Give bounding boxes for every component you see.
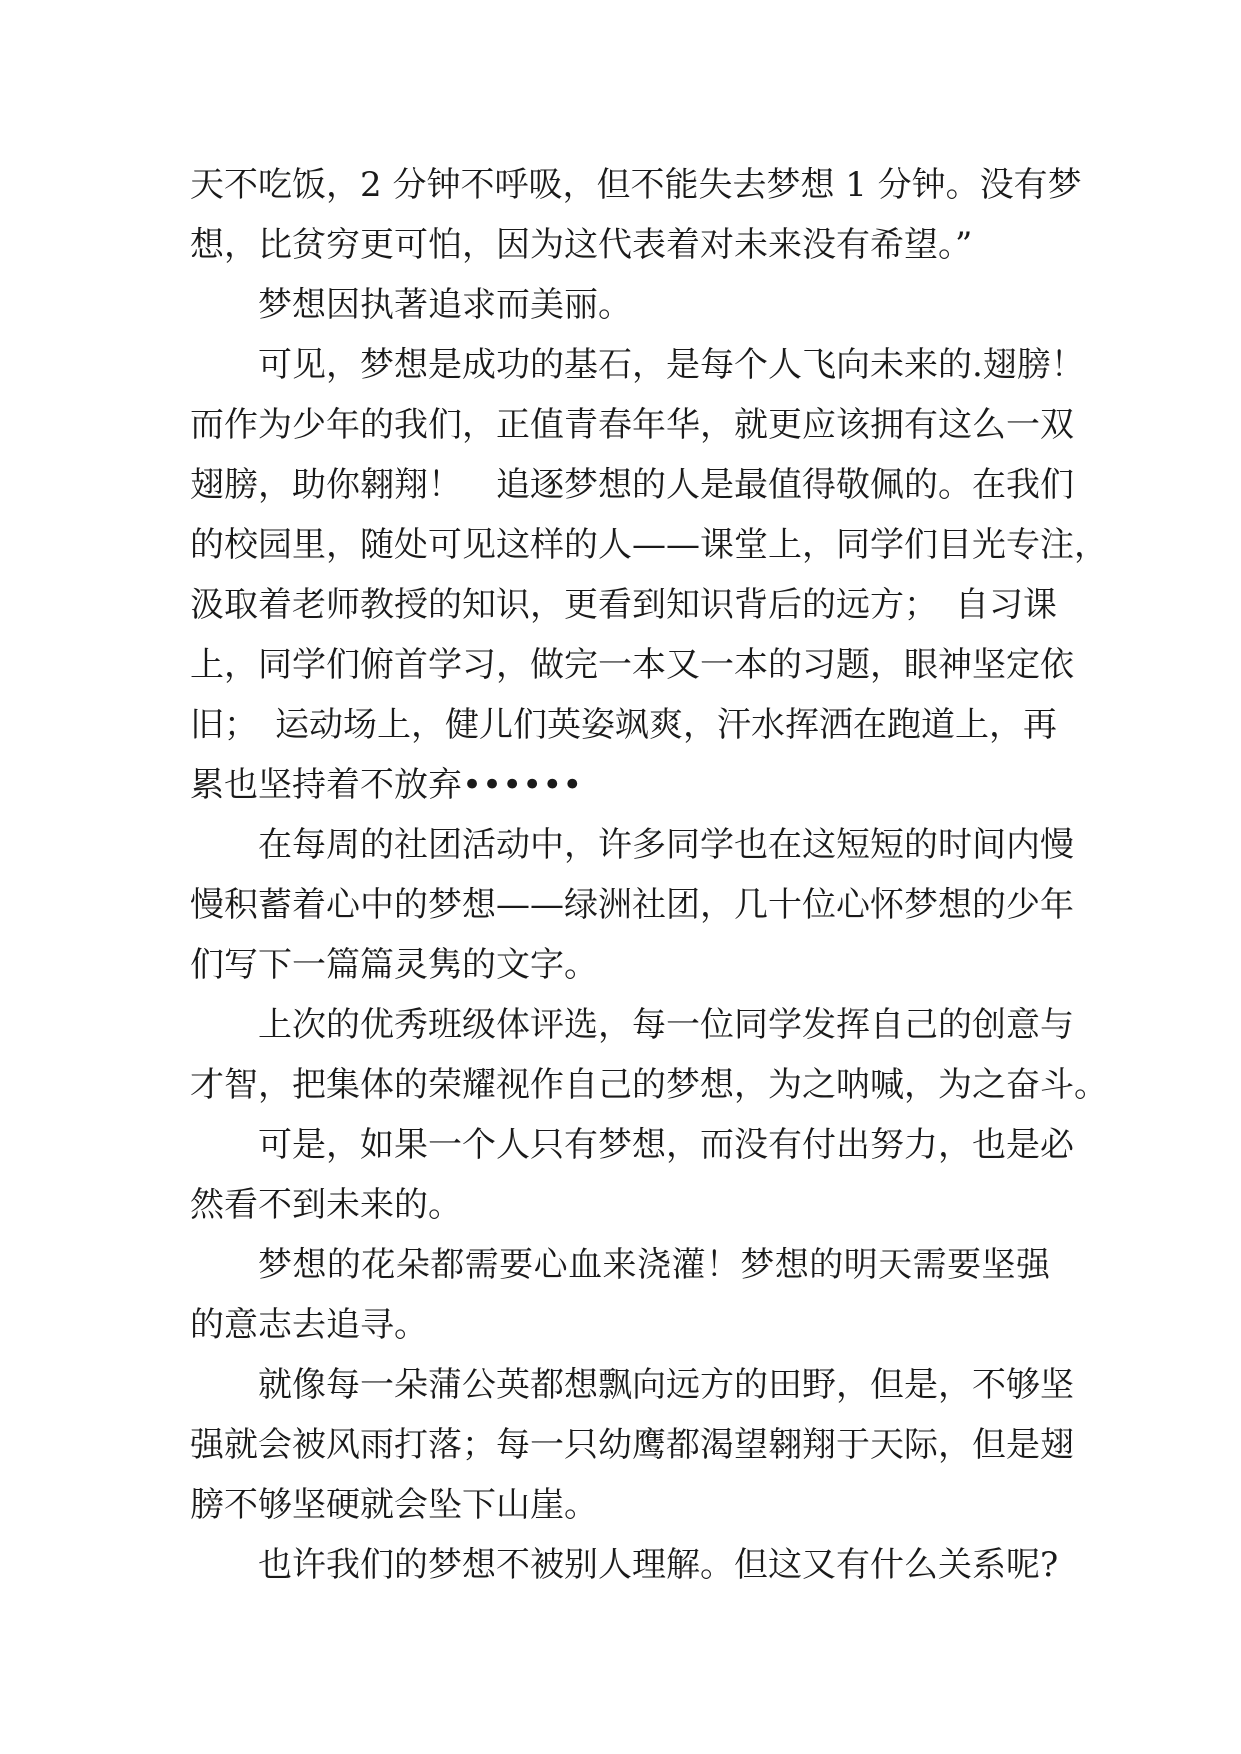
text-line: 可见，梦想是成功的基石，是每个人飞向未来的.翅膀！ xyxy=(258,345,1085,385)
text-line: 慢积蓄着心中的梦想——绿洲社团，几十位心怀梦想的少年 xyxy=(190,885,1074,925)
text-line: 而作为少年的我们，正值青春年华，就更应该拥有这么一双 xyxy=(190,405,1074,445)
text-line: 膀不够坚硬就会坠下山崖。 xyxy=(190,1485,598,1525)
text-line: 梦想因执著追求而美丽。 xyxy=(258,285,632,325)
text-line: 才智，把集体的荣耀视作自己的梦想，为之呐喊，为之奋斗。 xyxy=(190,1065,1108,1105)
text-line: 想，比贫穷更可怕，因为这代表着对未来没有希望。” xyxy=(190,225,973,265)
text-line: 就像每一朵蒲公英都想飘向远方的田野，但是，不够坚 xyxy=(258,1365,1074,1405)
text-line: 梦想的花朵都需要心血来浇灌！梦想的明天需要坚强 xyxy=(258,1245,1050,1285)
text-line: 可是，如果一个人只有梦想，而没有付出努力，也是必 xyxy=(258,1125,1074,1165)
text-line: 的意志去追寻。 xyxy=(190,1305,428,1345)
text-line: 翅膀，助你翱翔！ 追逐梦想的人是最值得敬佩的。在我们 xyxy=(190,465,1074,505)
text-line: 累也坚持着不放弃•••••• xyxy=(190,765,583,805)
text-line: 的校园里，随处可见这样的人——课堂上，同学们目光专注， xyxy=(190,525,1108,565)
text-line: 们写下一篇篇灵隽的文字。 xyxy=(190,945,598,985)
text-line: 汲取着老师教授的知识，更看到知识背后的远方； 自习课 xyxy=(190,585,1057,625)
text-line: 上，同学们俯首学习，做完一本又一本的习题，眼神坚定依 xyxy=(190,645,1074,685)
text-line: 在每周的社团活动中，许多同学也在这短短的时间内慢 xyxy=(258,825,1074,865)
text-line: 旧； 运动场上，健儿们英姿飒爽，汗水挥洒在跑道上，再 xyxy=(190,705,1057,745)
text-line: 上次的优秀班级体评选，每一位同学发挥自己的创意与 xyxy=(258,1005,1074,1045)
text-line: 然看不到未来的。 xyxy=(190,1185,462,1225)
text-line: 也许我们的梦想不被别人理解。但这又有什么关系呢? xyxy=(258,1545,1059,1585)
text-line: 天不吃饭，2 分钟不呼吸，但不能失去梦想 1 分钟。没有梦 xyxy=(190,165,1082,205)
text-line: 强就会被风雨打落；每一只幼鹰都渴望翱翔于天际，但是翅 xyxy=(190,1425,1074,1465)
